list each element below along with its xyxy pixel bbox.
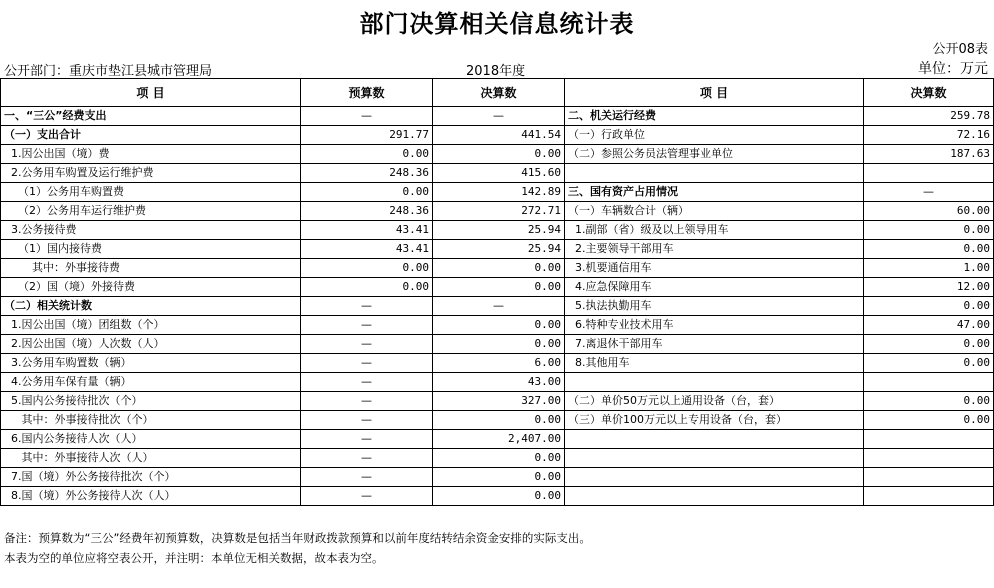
row-item: 2.因公出国（境）人次数（人）	[1, 335, 301, 354]
row-item-right	[565, 449, 864, 468]
table-row	[1, 487, 994, 506]
table-row	[1, 430, 994, 449]
statistics-table	[0, 78, 994, 506]
table-row	[1, 164, 994, 183]
row-item-right: 2.主要领导干部用车	[565, 240, 864, 259]
row-item-right: 4.应急保障用车	[565, 278, 864, 297]
row-item-right: （二）参照公务员法管理事业单位	[565, 145, 864, 164]
table-row	[1, 107, 994, 126]
row-item: 其中：外事接待批次（个）	[1, 411, 301, 430]
row-budget: —	[301, 354, 433, 373]
row-budget: 248.36	[301, 164, 433, 183]
row-final-right: 0.00	[864, 411, 994, 430]
table-row	[1, 259, 994, 278]
row-item: （一）支出合计	[1, 126, 301, 145]
row-item-right: 二、机关运行经费	[565, 107, 864, 126]
row-final-right: 0.00	[864, 297, 994, 316]
row-final-right: 0.00	[864, 335, 994, 354]
row-item-right: 5.执法执勤用车	[565, 297, 864, 316]
row-budget: 0.00	[301, 278, 433, 297]
table-row	[1, 468, 994, 487]
row-final-right	[864, 164, 994, 183]
row-item-right: （二）单价50万元以上通用设备（台，套）	[565, 392, 864, 411]
table-row	[1, 297, 994, 316]
row-final: 25.94	[433, 240, 565, 259]
row-final-right: 0.00	[864, 392, 994, 411]
row-budget: —	[301, 449, 433, 468]
table-row	[1, 411, 994, 430]
table-row	[1, 202, 994, 221]
row-final-right	[864, 468, 994, 487]
row-item: 其中：外事接待费	[1, 259, 301, 278]
table-row	[1, 240, 994, 259]
unit-label: 单位：万元	[918, 61, 988, 77]
row-final: 0.00	[433, 278, 565, 297]
row-item-right: 三、国有资产占用情况	[565, 183, 864, 202]
table-row	[1, 373, 994, 392]
row-item: 1.因公出国（境）费	[1, 145, 301, 164]
row-final: 0.00	[433, 411, 565, 430]
row-budget: —	[301, 468, 433, 487]
row-item: 6.国内公务接待人次（人）	[1, 430, 301, 449]
row-budget: 248.36	[301, 202, 433, 221]
row-final: 0.00	[433, 259, 565, 278]
row-budget: —	[301, 430, 433, 449]
row-final: 415.60	[433, 164, 565, 183]
table-row	[1, 449, 994, 468]
row-item: 其中：外事接待人次（人）	[1, 449, 301, 468]
row-final-right: —	[864, 183, 994, 202]
table-row	[1, 316, 994, 335]
row-budget: —	[301, 316, 433, 335]
row-budget: —	[301, 487, 433, 506]
row-item: （2）公务用车运行维护费	[1, 202, 301, 221]
row-final: 6.00	[433, 354, 565, 373]
row-final: 441.54	[433, 126, 565, 145]
row-item: 3.公务用车购置数（辆）	[1, 354, 301, 373]
table-row	[1, 392, 994, 411]
fiscal-year: 2018年度	[466, 64, 526, 79]
row-final-right: 0.00	[864, 354, 994, 373]
header-item: 项 目	[1, 79, 301, 107]
row-budget: 0.00	[301, 145, 433, 164]
row-final-right: 0.00	[864, 240, 994, 259]
row-final: 0.00	[433, 487, 565, 506]
row-item-right: 1.副部（省）级及以上领导用车	[565, 221, 864, 240]
row-item: 3.公务接待费	[1, 221, 301, 240]
row-final-right: 0.00	[864, 221, 994, 240]
row-final-right	[864, 487, 994, 506]
row-final-right: 47.00	[864, 316, 994, 335]
row-final: 2,407.00	[433, 430, 565, 449]
table-row	[1, 278, 994, 297]
row-budget: —	[301, 392, 433, 411]
header-budget: 预算数	[301, 79, 433, 107]
row-budget: 0.00	[301, 259, 433, 278]
row-final: 142.89	[433, 183, 565, 202]
row-item-right	[565, 487, 864, 506]
table-number: 公开08表	[932, 42, 988, 57]
table-row	[1, 126, 994, 145]
row-item-right: （三）单价100万元以上专用设备（台，套）	[565, 411, 864, 430]
row-item-right	[565, 164, 864, 183]
row-item: 2.公务用车购置及运行维护费	[1, 164, 301, 183]
row-item: 4.公务用车保有量（辆）	[1, 373, 301, 392]
row-final: 0.00	[433, 335, 565, 354]
row-final: 272.71	[433, 202, 565, 221]
header-final: 决算数	[433, 79, 565, 107]
row-final-right: 1.00	[864, 259, 994, 278]
row-item-right	[565, 468, 864, 487]
row-final-right	[864, 449, 994, 468]
row-item: 5.国内公务接待批次（个）	[1, 392, 301, 411]
row-final: 327.00	[433, 392, 565, 411]
row-final: 0.00	[433, 449, 565, 468]
table-row	[1, 221, 994, 240]
row-item: 7.国（境）外公务接待批次（个）	[1, 468, 301, 487]
row-final: 0.00	[433, 468, 565, 487]
row-budget: —	[301, 411, 433, 430]
row-budget: —	[301, 297, 433, 316]
department-label: 公开部门：重庆市垫江县城市管理局	[4, 64, 213, 79]
row-final: 0.00	[433, 145, 565, 164]
row-budget: —	[301, 107, 433, 126]
row-budget: 0.00	[301, 183, 433, 202]
table-row	[1, 354, 994, 373]
table-row	[1, 335, 994, 354]
row-item: 8.国（境）外公务接待人次（人）	[1, 487, 301, 506]
row-budget: —	[301, 335, 433, 354]
footnote-1: 备注：预算数为“三公”经费年初预算数，决算数是包括当年财政拨款预算和以前年度结转结余资金安排的实际支出。	[4, 531, 591, 545]
row-item-right	[565, 430, 864, 449]
row-budget: 43.41	[301, 221, 433, 240]
table-header-row	[1, 79, 994, 107]
row-item-right: （一）车辆数合计（辆）	[565, 202, 864, 221]
row-item: （二）相关统计数	[1, 297, 301, 316]
row-final: —	[433, 297, 565, 316]
page-title: 部门决算相关信息统计表	[359, 9, 635, 38]
row-item: （1）公务用车购置费	[1, 183, 301, 202]
row-final: 0.00	[433, 316, 565, 335]
row-item-right: 7.离退休干部用车	[565, 335, 864, 354]
row-item: （1）国内接待费	[1, 240, 301, 259]
row-budget: 43.41	[301, 240, 433, 259]
row-final-right: 12.00	[864, 278, 994, 297]
table-row	[1, 145, 994, 164]
row-final-right	[864, 373, 994, 392]
row-final: 25.94	[433, 221, 565, 240]
row-final-right: 187.63	[864, 145, 994, 164]
table-row	[1, 183, 994, 202]
row-item: 一、“三公”经费支出	[1, 107, 301, 126]
row-budget: 291.77	[301, 126, 433, 145]
row-item-right: 6.特种专业技术用车	[565, 316, 864, 335]
header-final-right: 决算数	[864, 79, 994, 107]
row-item: 1.因公出国（境）团组数（个）	[1, 316, 301, 335]
row-final-right: 72.16	[864, 126, 994, 145]
row-item: （2）国（境）外接待费	[1, 278, 301, 297]
row-final: —	[433, 107, 565, 126]
header-item-right: 项 目	[565, 79, 864, 107]
row-item-right: 3.机要通信用车	[565, 259, 864, 278]
row-final-right: 259.78	[864, 107, 994, 126]
row-final-right	[864, 430, 994, 449]
row-item-right: （一）行政单位	[565, 126, 864, 145]
row-item-right: 8.其他用车	[565, 354, 864, 373]
row-final-right: 60.00	[864, 202, 994, 221]
row-final: 43.00	[433, 373, 565, 392]
row-budget: —	[301, 373, 433, 392]
footnote-2: 本表为空的单位应将空表公开，并注明：本单位无相关数据，故本表为空。	[4, 551, 384, 565]
row-item-right	[565, 373, 864, 392]
